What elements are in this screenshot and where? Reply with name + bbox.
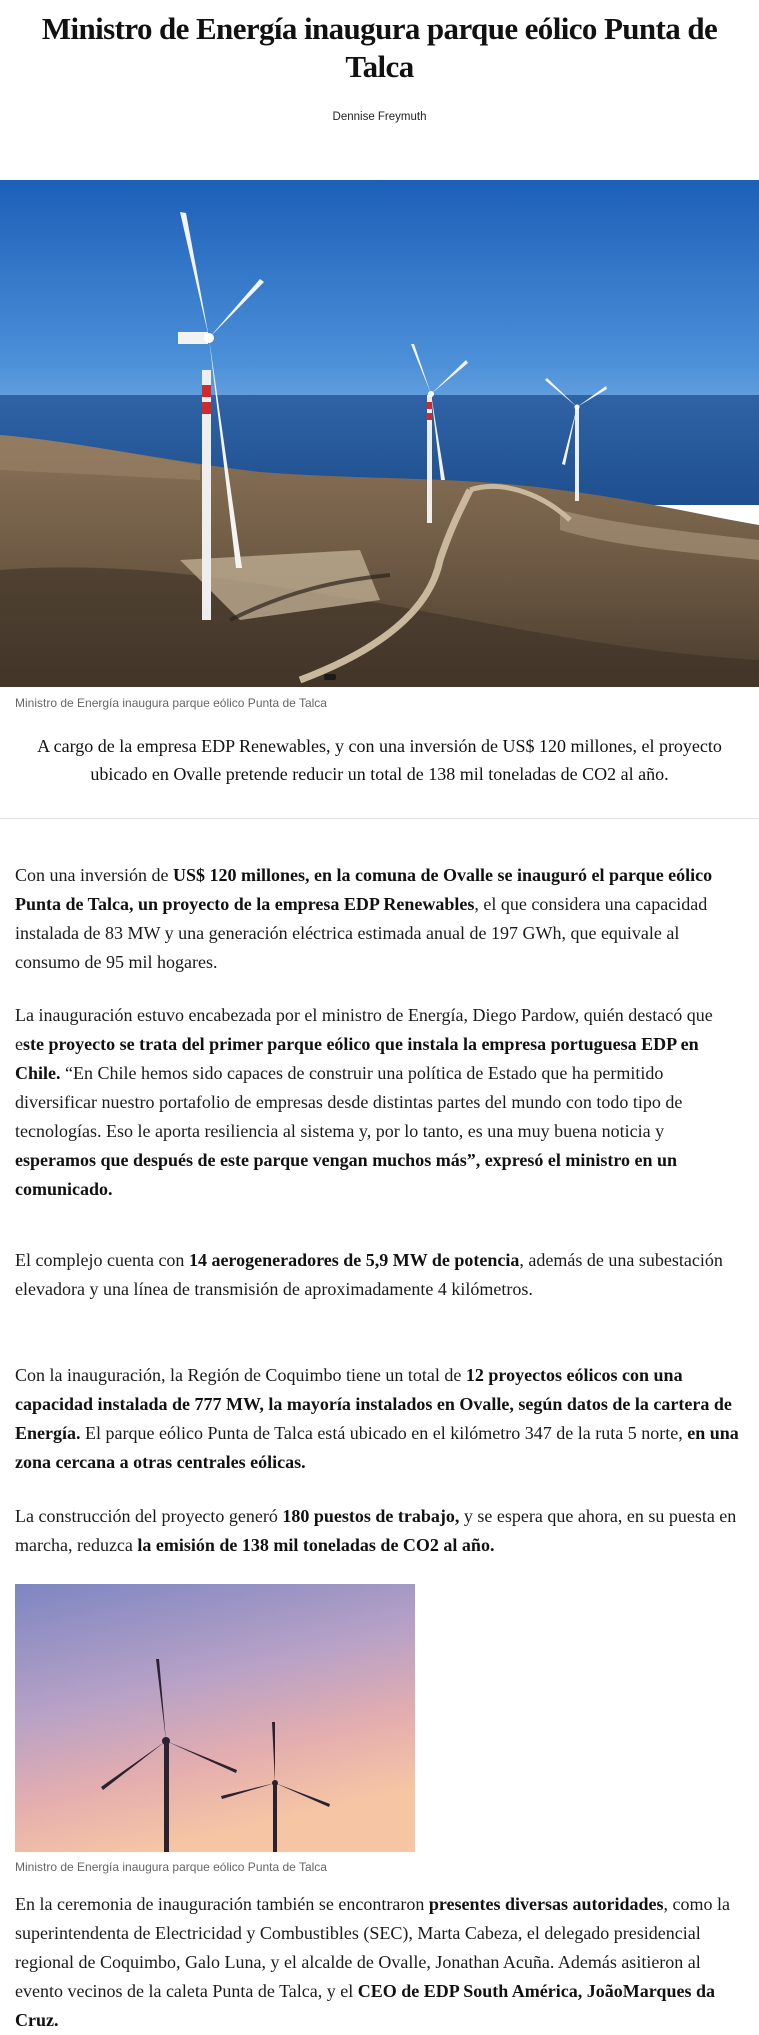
paragraph-text: y se espera que ahora, en su puesta en marcha, reduzca [15,1506,737,1555]
paragraph-text: , como la superintendenta de Electricidad y Combustibles (SEC), Marta Cabeza, el delegado presidencial regional de Coquimbo, Galo Luna, y el alcalde de Ovalle, Jonathan Acuña. Además asitieron al evento vecinos de la caleta Punta de Talca, y el [15,1894,730,2001]
paragraph-text: Con la inauguración, la Región de Coquimbo tiene un total de [15,1365,466,1385]
body-paragraph [15,1001,744,1204]
body-paragraph [15,861,744,977]
author-byline[interactable]: Dennise Freymuth [332,111,427,123]
emphasis-text: ste proyecto se trata del primer parque eólico que instala la empresa portuguesa EDP en Chile. [15,1034,699,1083]
emphasis-text: CEO de EDP South América, JoãoMarques da Cruz. [15,1981,715,2030]
paragraph-text: El complejo cuenta con [15,1250,189,1270]
emphasis-text: la emisión de 138 mil toneladas de CO2 al año. [137,1535,495,1555]
hero-photo-wind-farm [0,180,759,687]
paragraph-text: , el que considera una capacidad instalada de 83 MW y una generación eléctrica estimada anual de 197 GWh, que equivale al consumo de 95 mil hogares. [15,894,708,972]
hero-photo-caption: Ministro de Energía inaugura parque eólico Punta de Talca [15,696,327,710]
article-body-continued [0,1890,759,2035]
paragraph-text: El parque eólico Punta de Talca está ubicado en el kilómetro 347 de la ruta 5 norte, [80,1423,688,1443]
article-title: Ministro de Energía inaugura parque eólico Punta de Talca [41,11,718,84]
body-paragraph [15,1890,744,2035]
section-divider [0,818,759,819]
paragraph-text: Con una inversión de [15,865,173,885]
inline-photo-turbines-sunset [15,1584,415,1852]
paragraph-text: La inauguración estuvo encabezada por el ministro de Energía, Diego Pardow, quién destacó que e [15,1005,713,1054]
emphasis-text: 12 proyectos eólicos con una capacidad instalada de 777 MW, la mayoría instalados en Ovalle, según datos de la cartera de Energía. [15,1365,732,1443]
paragraph-text: En la ceremonia de inauguración también se encontraron [15,1894,429,1914]
article-body [0,861,759,1560]
paragraph-text: , además de una subestación elevadora y una línea de transmisión de aproximadamente 4 kilómetros. [15,1250,723,1299]
emphasis-text: presentes diversas autoridades [428,1894,664,1914]
emphasis-text: 180 puestos de trabajo, [282,1506,460,1526]
emphasis-text: US$ 120 millones, en la comuna de Ovalle se inauguró el parque eólico Punta de Talca, un proyecto de la empresa EDP Renewables [15,865,713,914]
emphasis-text: 14 aerogeneradores de 5,9 MW de potencia [188,1250,520,1270]
emphasis-text: en una zona cercana a otras centrales eólicas. [15,1423,739,1472]
body-paragraph [15,1502,744,1560]
paragraph-text: “En Chile hemos sido capaces de construir una política de Estado que ha permitido diversificar nuestro portafolio de empresas desde distintas partes del mundo con todo tipo de tecnologías. Eso le aporta resiliencia al sistema y, por lo tanto, es una muy buena noticia y [15,1063,683,1141]
body-paragraph [15,1361,744,1477]
inline-photo-caption: Ministro de Energía inaugura parque eólico Punta de Talca [15,1860,327,1874]
paragraph-text: La construcción del proyecto generó [15,1506,283,1526]
emphasis-text: esperamos que después de este parque vengan muchos más”, expresó el ministro en un comunicado. [15,1150,678,1199]
article-summary: A cargo de la empresa EDP Renewables, y con una inversión de US$ 120 millones, el proyecto ubicado en Ovalle pretende reducir un total de 138 mil toneladas de CO2 al año. [37,736,722,784]
body-paragraph [15,1246,744,1304]
